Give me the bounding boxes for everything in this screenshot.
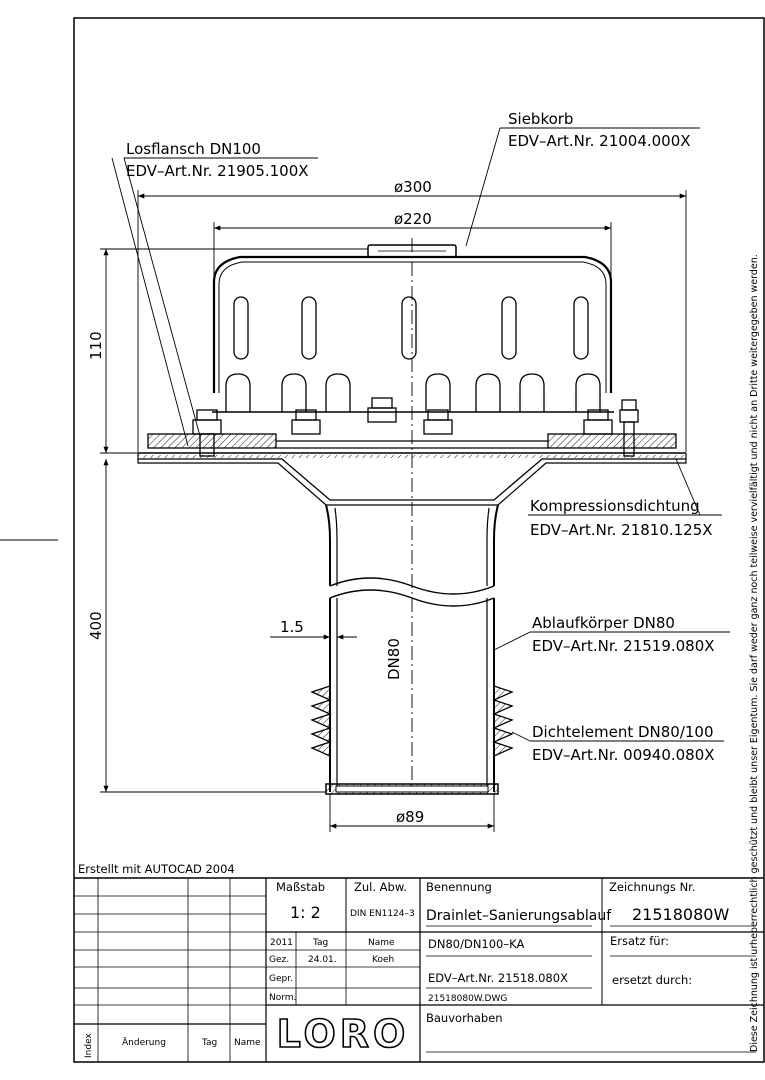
gepr-label: Gepr.: [269, 974, 293, 984]
massstab-value: 1: 2: [290, 903, 321, 922]
dim-d300: ø300: [394, 178, 432, 196]
zeichnung-value: 21518080W: [632, 905, 730, 924]
kompression-art: EDV–Art.Nr. 21810.125X: [530, 521, 713, 539]
year: 2011: [270, 938, 293, 948]
svg-text:LORO: LORO: [276, 1012, 410, 1056]
ersetzt-durch: ersetzt durch:: [612, 973, 693, 987]
norm-label: Norm.: [269, 993, 297, 1003]
dim-wall: 1.5: [280, 618, 304, 636]
gez-date: 24.01.: [308, 955, 337, 965]
copyright-note: Diese Zeichnung ist urheberrechtlich geschützt und bleibt unser Eigentum. Sie darf weder ganz noch teilweise vervielfältigt und nicht an Dritte weitergegeben werden.: [749, 254, 760, 1052]
name2-label: Name: [234, 1038, 261, 1048]
ersatz-fuer: Ersatz für:: [610, 934, 669, 948]
dim-dn80: DN80: [385, 638, 403, 680]
tag2-label: Tag: [202, 1038, 218, 1048]
aenderung-label: Änderung: [122, 1038, 166, 1048]
dwg-file: 21518080W.DWG: [428, 994, 508, 1004]
siebkorb-arches: [226, 374, 600, 412]
dicht-art: EDV–Art.Nr. 00940.080X: [532, 746, 715, 764]
gez-label: Gez.: [269, 955, 290, 965]
dim-h110: 110: [87, 331, 105, 360]
siebkorb-inner: [219, 262, 606, 393]
zul-abw-label: Zul. Abw.: [354, 880, 407, 894]
losflansch-art: EDV–Art.Nr. 21905.100X: [126, 162, 309, 180]
index-label: Index: [84, 1033, 94, 1058]
kompression-name: Kompressionsdichtung: [530, 497, 700, 515]
bauvorhaben-label: Bauvorhaben: [426, 1011, 503, 1025]
variant: DN80/DN100–KA: [428, 937, 525, 951]
benennung-label: Benennung: [426, 880, 492, 894]
edv-number: EDV–Art.Nr. 21518.080X: [428, 971, 568, 985]
tag-label: Tag: [313, 938, 329, 948]
losflansch-left: [148, 434, 276, 448]
losflansch-name: Losflansch DN100: [126, 140, 261, 158]
name-label: Name: [368, 938, 395, 948]
dim-h400: 400: [87, 611, 105, 640]
dim-d220: ø220: [394, 210, 432, 228]
siebkorb-outline: [214, 257, 611, 393]
gez-name: Koeh: [372, 955, 395, 965]
siebkorb-name: Siebkorb: [508, 110, 574, 128]
ablauf-name: Ablaufkörper DN80: [532, 614, 675, 632]
siebkorb-art: EDV–Art.Nr. 21004.000X: [508, 132, 691, 150]
benennung-value: Drainlet–Sanierungsablauf: [426, 908, 612, 924]
loro-logo: [277, 1012, 410, 1056]
dicht-name: Dichtelement DN80/100: [532, 723, 714, 741]
siebkorb-slots: [234, 297, 588, 359]
ablauf-art: EDV–Art.Nr. 21519.080X: [532, 637, 715, 655]
zul-abw-value: DIN EN1124–3: [350, 909, 415, 919]
zeichnung-label: Zeichnungs Nr.: [609, 880, 696, 894]
losflansch-right: [548, 434, 676, 448]
created-with: Erstellt mit AUTOCAD 2004: [78, 862, 235, 876]
dim-d89: ø89: [396, 808, 425, 826]
massstab-label: Maßstab: [276, 880, 326, 894]
